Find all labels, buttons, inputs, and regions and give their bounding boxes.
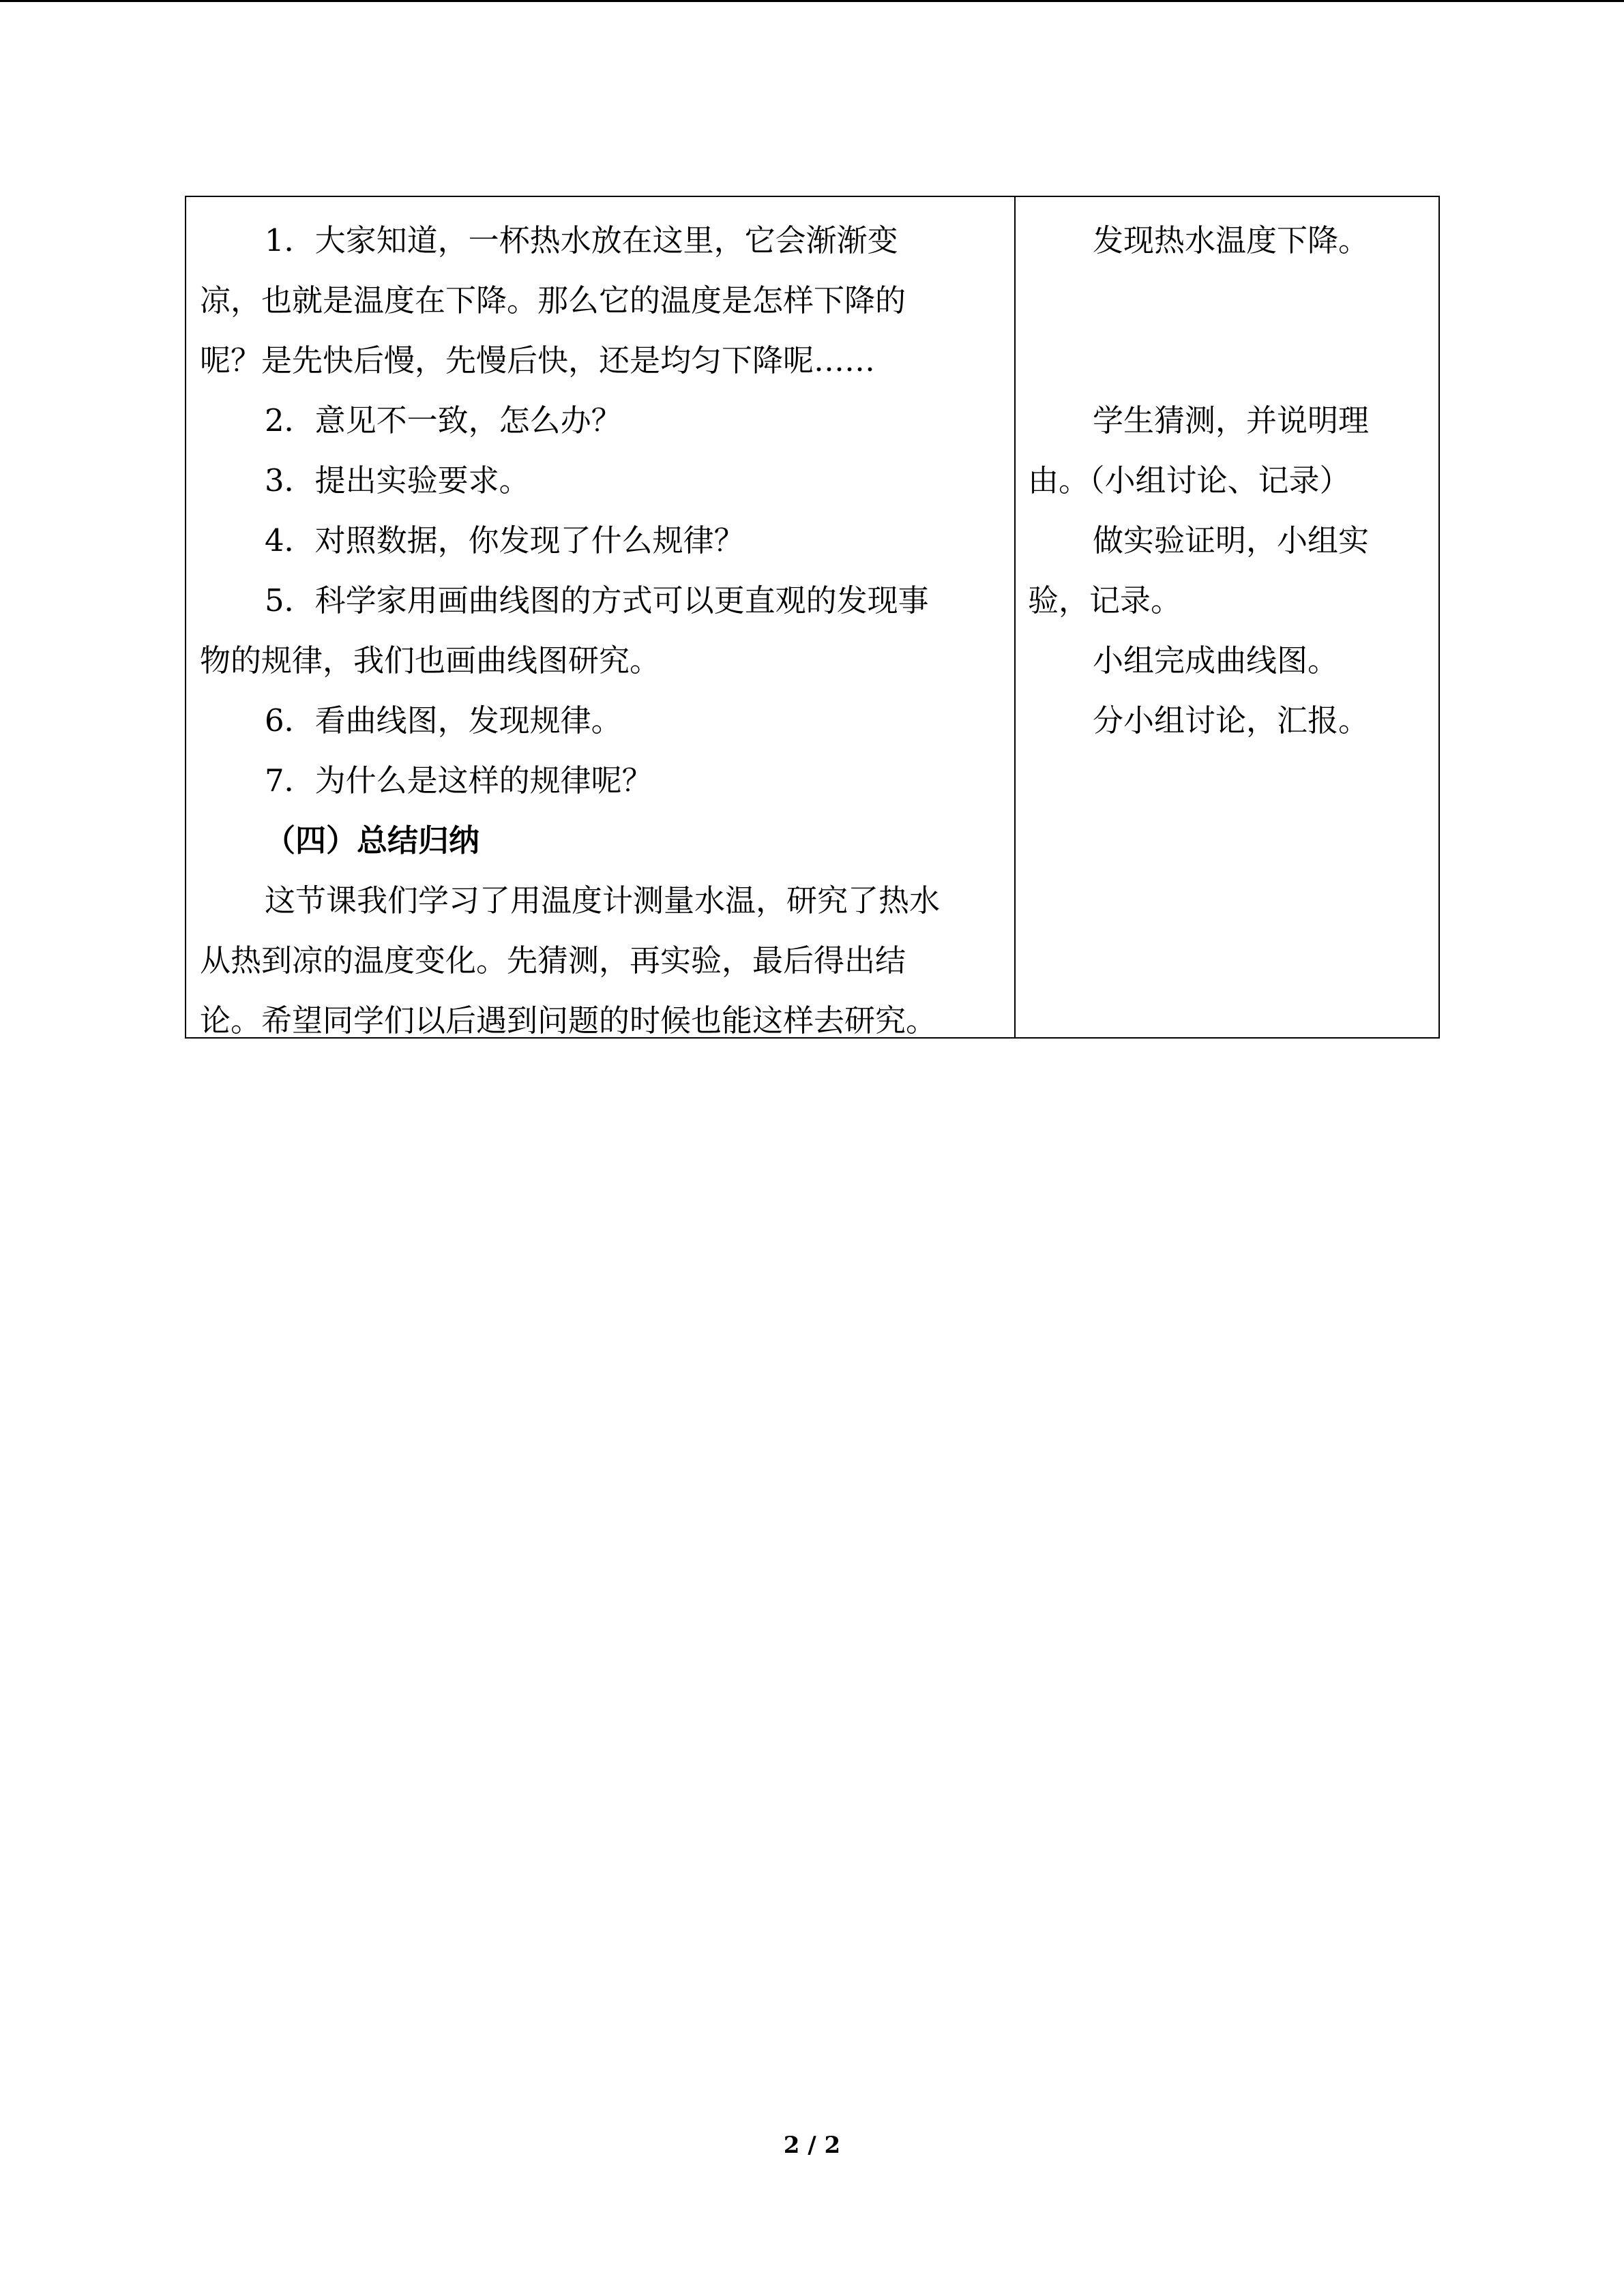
page-number: 2 / 2 [783,2132,841,2159]
teacher-line: 4．对照数据，你发现了什么规律？ [265,522,745,558]
student-line: 验，记录。 [1028,582,1182,618]
blank-line [1028,331,1430,391]
teacher-line: 1．大家知道，一杯热水放在这里，它会渐渐变 [265,222,898,258]
student-line: 由。（小组讨论、记录） [1028,462,1350,498]
column-divider [1014,197,1016,1037]
page-top-rule [0,0,1624,2]
teacher-line: 2．意见不一致，怎么办？ [265,402,622,438]
teacher-line: 论。希望同学们以后遇到问题的时候也能这样去研究。 [200,1002,937,1039]
student-line: 发现热水温度下降。 [1093,222,1370,258]
teacher-activity-column [200,211,1005,1051]
section-heading: （四）总结归纳 [265,822,480,859]
teacher-line: 从热到凉的温度变化。先猜测，再实验，最后得出结 [200,942,906,979]
teacher-line: 6．看曲线图，发现规律。 [265,702,622,739]
student-line: 学生猜测，并说明理 [1093,402,1370,438]
teacher-line: 7．为什么是这样的规律呢？ [265,762,653,799]
teacher-line: 物的规律，我们也画曲线图研究。 [200,642,661,679]
teacher-line: 凉，也就是温度在下降。那么它的温度是怎样下降的 [200,282,906,318]
blank-line [1028,271,1430,331]
student-line: 小组完成曲线图。 [1093,642,1339,679]
teacher-line: 5．科学家用画曲线图的方式可以更直观的发现事 [265,582,929,618]
lesson-table [185,196,1440,1039]
teacher-line: 呢？是先快后慢，先慢后快，还是均匀下降呢…… [200,342,876,378]
teacher-line: 3．提出实验要求。 [265,462,530,498]
student-line: 分小组讨论，汇报。 [1093,702,1370,739]
teacher-line: 这节课我们学习了用温度计测量水温，研究了热水 [265,882,941,919]
student-line: 做实验证明，小组实 [1093,522,1370,558]
student-activity-column [1028,211,1430,751]
